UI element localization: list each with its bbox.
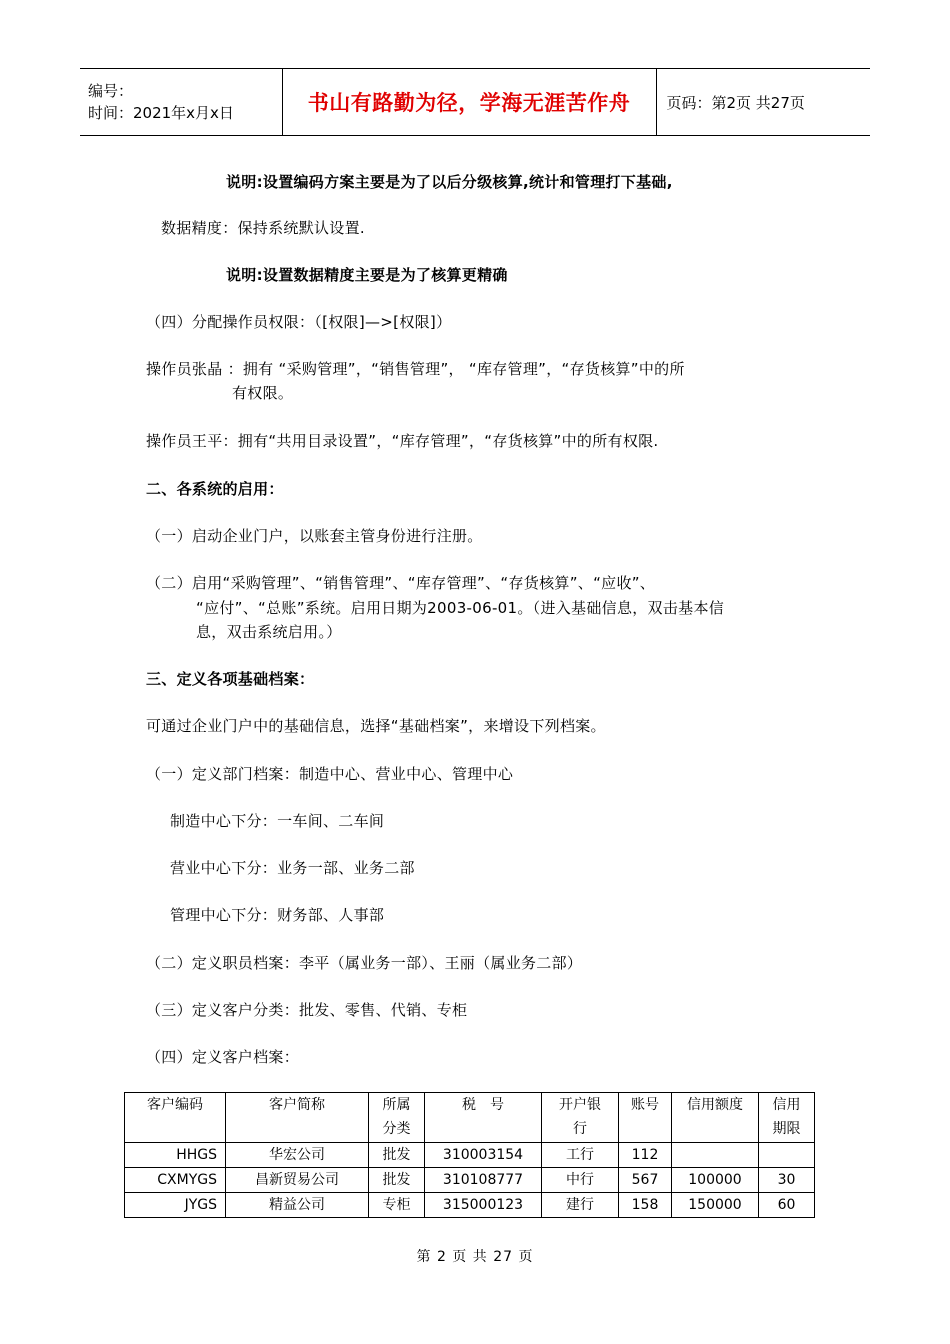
department-archive-line: （一）定义部门档案：制造中心、营业中心、管理中心 — [146, 765, 514, 783]
table-row — [125, 1168, 815, 1193]
cell-credit: 100000 — [672, 1168, 759, 1193]
operator-permissions-heading: （四）分配操作员权限：（[权限]—>[权限]） — [146, 313, 452, 331]
header-credit-limit: 信用额度 — [672, 1093, 759, 1143]
enable-step-2-line-1: （二）启用“采购管理”、“销售管理”、“库存管理”、“存货核算”、“应收”、 — [146, 574, 656, 592]
cell-code: HHGS — [125, 1143, 226, 1168]
cell-term: 60 — [759, 1193, 815, 1218]
cell-account: 567 — [619, 1168, 672, 1193]
note-coding-scheme: 说明:设置编码方案主要是为了以后分级核算,统计和管理打下基础, — [226, 173, 673, 191]
cell-account: 158 — [619, 1193, 672, 1218]
cell-category: 批发 — [369, 1168, 425, 1193]
cell-name: 华宏公司 — [226, 1143, 369, 1168]
table-row — [125, 1193, 815, 1218]
cell-bank: 中行 — [542, 1168, 619, 1193]
cell-category: 批发 — [369, 1143, 425, 1168]
enable-step-1: （一）启动企业门户，以账套主管身份进行注册。 — [146, 527, 483, 545]
cell-term — [759, 1143, 815, 1168]
cell-credit — [672, 1143, 759, 1168]
customer-archive-table — [124, 1092, 815, 1218]
archives-intro: 可通过企业门户中的基础信息，选择“基础档案”，来增设下列档案。 — [146, 717, 606, 735]
operator-wangping-line: 操作员王平：拥有“共用目录设置”，“库存管理”，“存货核算”中的所有权限. — [146, 432, 659, 450]
page-footer: 第 2 页 共 27 页 — [416, 1249, 534, 1265]
header-customer-name: 客户简称 — [226, 1093, 369, 1143]
cell-category: 专柜 — [369, 1193, 425, 1218]
cell-name: 昌新贸易公司 — [226, 1168, 369, 1193]
manufacturing-center-line: 制造中心下分：一车间、二车间 — [170, 812, 385, 830]
cell-term: 30 — [759, 1168, 815, 1193]
header-meta — [80, 69, 282, 136]
header-page-cell — [656, 69, 870, 136]
business-center-line: 营业中心下分：业务一部、业务二部 — [170, 859, 415, 877]
operator-zhangjing-line-1: 操作员张晶 ：拥有 “采购管理”，“销售管理”， “库存管理”，“存货核算”中的所 — [146, 360, 685, 378]
cell-tax: 310108777 — [425, 1168, 542, 1193]
cell-code: JYGS — [125, 1193, 226, 1218]
cell-credit: 150000 — [672, 1193, 759, 1218]
header-tax-number: 税 号 — [425, 1093, 542, 1143]
header-account: 账号 — [619, 1093, 672, 1143]
header-motto: 书山有路勤为径，学海无涯苦作舟 — [307, 91, 631, 115]
cell-tax: 315000123 — [425, 1193, 542, 1218]
document-date-label: 时间：2021年x月x日 — [88, 104, 234, 122]
header-category: 所属 分类 — [369, 1093, 425, 1143]
cell-bank: 建行 — [542, 1193, 619, 1218]
table-header-row — [125, 1093, 815, 1143]
cell-name: 精益公司 — [226, 1193, 369, 1218]
section-system-enable-heading: 二、各系统的启用： — [146, 480, 284, 498]
cell-tax: 310003154 — [425, 1143, 542, 1168]
header-bank: 开户银 行 — [542, 1093, 619, 1143]
section-basic-archives-heading: 三、定义各项基础档案： — [146, 670, 315, 688]
header-page-number: 页码：第2页 共27页 — [666, 93, 805, 112]
customer-archive-heading: （四）定义客户档案： — [146, 1048, 300, 1066]
header-customer-code: 客户编码 — [125, 1093, 226, 1143]
cell-code: CXMYGS — [125, 1168, 226, 1193]
customer-category-line: （三）定义客户分类：批发、零售、代销、专柜 — [146, 1001, 468, 1019]
cell-account: 112 — [619, 1143, 672, 1168]
document-number-label: 编号： — [88, 82, 134, 100]
enable-step-2-line-3: 息，双击系统启用。） — [196, 623, 342, 641]
employee-archive-line: （二）定义职员档案：李平（属业务一部）、王丽（属业务二部） — [146, 954, 583, 972]
table-row — [125, 1143, 815, 1168]
operator-zhangjing-line-2: 有权限。 — [232, 384, 294, 402]
data-precision-line: 数据精度：保持系统默认设置. — [161, 219, 365, 237]
header-motto-cell — [282, 69, 656, 136]
cell-bank: 工行 — [542, 1143, 619, 1168]
page-header — [80, 68, 870, 136]
header-credit-term: 信用 期限 — [759, 1093, 815, 1143]
note-data-precision: 说明:设置数据精度主要是为了核算更精确 — [226, 266, 508, 284]
enable-step-2-line-2: “应付”、“总账”系统。启用日期为2003-06-01。（进入基础信息，双击基本信 — [196, 599, 725, 617]
management-center-line: 管理中心下分：财务部、人事部 — [170, 906, 385, 924]
